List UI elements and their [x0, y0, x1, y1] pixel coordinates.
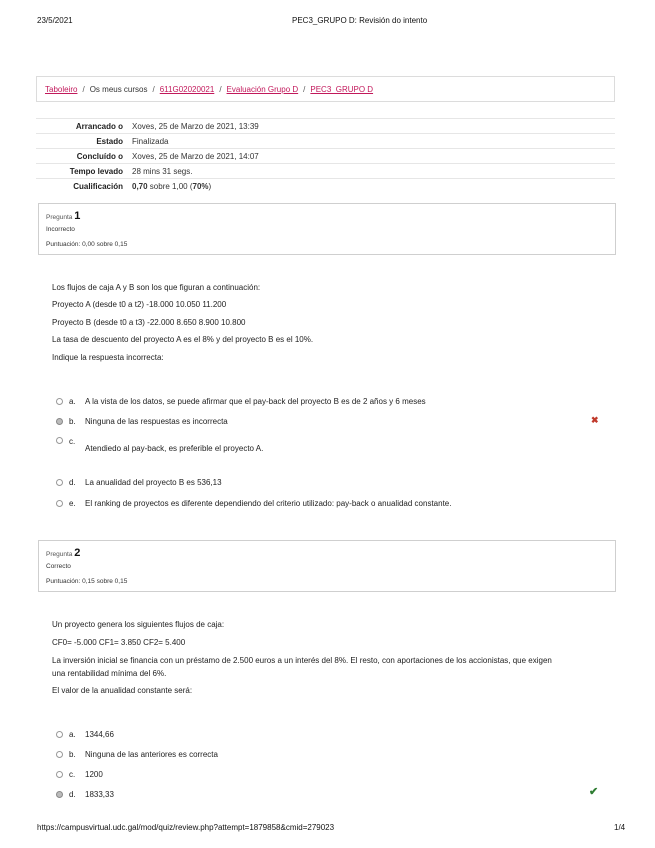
question-1-points: Puntuación: 0,00 sobre 0,15 — [46, 241, 128, 248]
summary-label: Arrancado o — [75, 122, 123, 131]
q2-option-b[interactable] — [56, 750, 218, 759]
summary-value: Finalizada — [132, 137, 169, 146]
breadcrumb-quiz-link[interactable]: PEC3_GRUPO D — [310, 85, 374, 94]
summary-label: Estado — [96, 137, 123, 146]
option-letter: c. — [69, 437, 76, 446]
grade-max: sobre 1,00 ( — [147, 182, 193, 191]
question-1-text-line: La tasa de descuento del proyecto A es el 8% y del proyecto B es el 10%. — [52, 335, 314, 344]
option-text: La anualidad del proyecto B es 536,13 — [85, 478, 222, 487]
option-text: Ninguna de las respuestas es incorrecta — [85, 417, 228, 426]
summary-row-state — [36, 133, 615, 149]
incorrect-icon: ✖ — [591, 415, 599, 425]
breadcrumb-separator: / — [219, 85, 222, 94]
q1-option-c[interactable] — [56, 437, 264, 453]
grade-percent: 70% — [192, 182, 209, 191]
question-2-state: Correcto — [46, 563, 71, 570]
breadcrumb-separator: / — [303, 85, 306, 94]
option-letter: a. — [69, 397, 76, 406]
summary-row-completed — [36, 148, 615, 164]
radio-icon[interactable] — [56, 479, 63, 486]
breadcrumb-my-courses: Os meus cursos — [89, 85, 148, 94]
q1-option-d[interactable] — [56, 478, 222, 487]
option-letter: e. — [69, 499, 76, 508]
page-number: 1/4 — [614, 823, 626, 832]
option-letter: b. — [69, 750, 76, 759]
question-label: Pregunta — [46, 551, 73, 558]
option-text: Atendiedo al pay-back, es preferible el proyecto A. — [85, 444, 264, 453]
radio-selected-icon[interactable] — [56, 791, 63, 798]
question-2-text-line: La inversión inicial se financia con un préstamo de 2.500 euros a un interés del 8%. El resto, con aportaciones de los accionistas, que exigen — [52, 656, 552, 665]
summary-row-started — [36, 118, 615, 134]
summary-value: 28 mins 31 segs. — [132, 167, 193, 176]
q1-option-b[interactable] — [56, 417, 228, 426]
summary-value — [132, 182, 211, 191]
option-text: 1833,33 — [85, 790, 114, 799]
summary-row-time — [36, 163, 615, 179]
question-label: Pregunta — [46, 214, 73, 221]
question-1-state: Incorrecto — [46, 226, 75, 233]
question-2-number — [46, 547, 80, 559]
q1-option-a[interactable] — [56, 397, 426, 406]
breadcrumb-separator: / — [82, 85, 85, 94]
option-text: Ninguna de las anteriores es correcta — [85, 750, 218, 759]
q2-option-a[interactable] — [56, 730, 114, 739]
grade-close: ) — [208, 182, 212, 191]
breadcrumb — [36, 76, 615, 102]
question-2-text-line: una rentabilidad mínima del 6%. — [52, 669, 167, 678]
radio-icon[interactable] — [56, 500, 63, 507]
summary-label: Cualificación — [73, 182, 123, 191]
question-2-info — [38, 540, 616, 592]
grade-value: 0,70 — [132, 182, 148, 191]
summary-value: Xoves, 25 de Marzo de 2021, 14:07 — [132, 152, 259, 161]
question-2-text-line: Un proyecto genera los siguientes flujos de caja: — [52, 620, 225, 629]
question-1-text-line: Los flujos de caja A y B son los que figuran a continuación: — [52, 283, 261, 292]
q2-option-d[interactable] — [56, 790, 114, 799]
question-1-info — [38, 203, 616, 255]
question-1-number — [46, 210, 80, 222]
question-2-text-line: CF0= -5.000 CF1= 3.850 CF2= 5.400 — [52, 638, 186, 647]
question-number: 2 — [74, 547, 81, 559]
option-text: 1200 — [85, 770, 103, 779]
breadcrumb-dashboard-link[interactable]: Taboleiro — [45, 85, 78, 94]
breadcrumb-course-link[interactable]: 611G02020021 — [159, 85, 215, 94]
radio-icon[interactable] — [56, 437, 63, 444]
option-text: 1344,66 — [85, 730, 114, 739]
radio-selected-icon[interactable] — [56, 418, 63, 425]
breadcrumb-section-link[interactable]: Evaluación Grupo D — [226, 85, 299, 94]
question-number: 1 — [74, 210, 81, 222]
summary-row-grade — [36, 178, 615, 194]
radio-icon[interactable] — [56, 731, 63, 738]
breadcrumb-separator: / — [152, 85, 155, 94]
correct-icon: ✔ — [589, 786, 599, 798]
q2-option-c[interactable] — [56, 770, 103, 779]
radio-icon[interactable] — [56, 771, 63, 778]
option-letter: b. — [69, 417, 76, 426]
option-letter: a. — [69, 730, 76, 739]
option-letter: d. — [69, 790, 76, 799]
radio-icon[interactable] — [56, 751, 63, 758]
radio-icon[interactable] — [56, 398, 63, 405]
page-title: PEC3_GRUPO D: Revisión do intento — [292, 16, 428, 25]
summary-label: Concluído o — [76, 152, 123, 161]
question-2-text-line: El valor de la anualidad constante será: — [52, 686, 193, 695]
question-2-points: Puntuación: 0,15 sobre 0,15 — [46, 578, 128, 585]
footer-url: https://campusvirtual.udc.gal/mod/quiz/review.php?attempt=1879858&cmid=279023 — [37, 823, 335, 832]
option-letter: c. — [69, 770, 76, 779]
option-text: El ranking de proyectos es diferente dependiendo del criterio utilizado: pay-back o anualidad constante. — [85, 499, 452, 508]
summary-label: Tempo levado — [69, 167, 123, 176]
print-date: 23/5/2021 — [37, 16, 73, 25]
summary-value: Xoves, 25 de Marzo de 2021, 13:39 — [132, 122, 259, 131]
question-1-text-line: Proyecto A (desde t0 a t2) -18.000 10.050 11.200 — [52, 300, 227, 309]
question-1-text-line: Indique la respuesta incorrecta: — [52, 353, 164, 362]
q1-option-e[interactable] — [56, 499, 451, 508]
option-letter: d. — [69, 478, 76, 487]
question-1-text-line: Proyecto B (desde t0 a t3) -22.000 8.650 8.900 10.800 — [52, 318, 246, 327]
option-text: A la vista de los datos, se puede afirmar que el pay-back del proyecto B es de 2 años y 6 meses — [85, 397, 426, 406]
